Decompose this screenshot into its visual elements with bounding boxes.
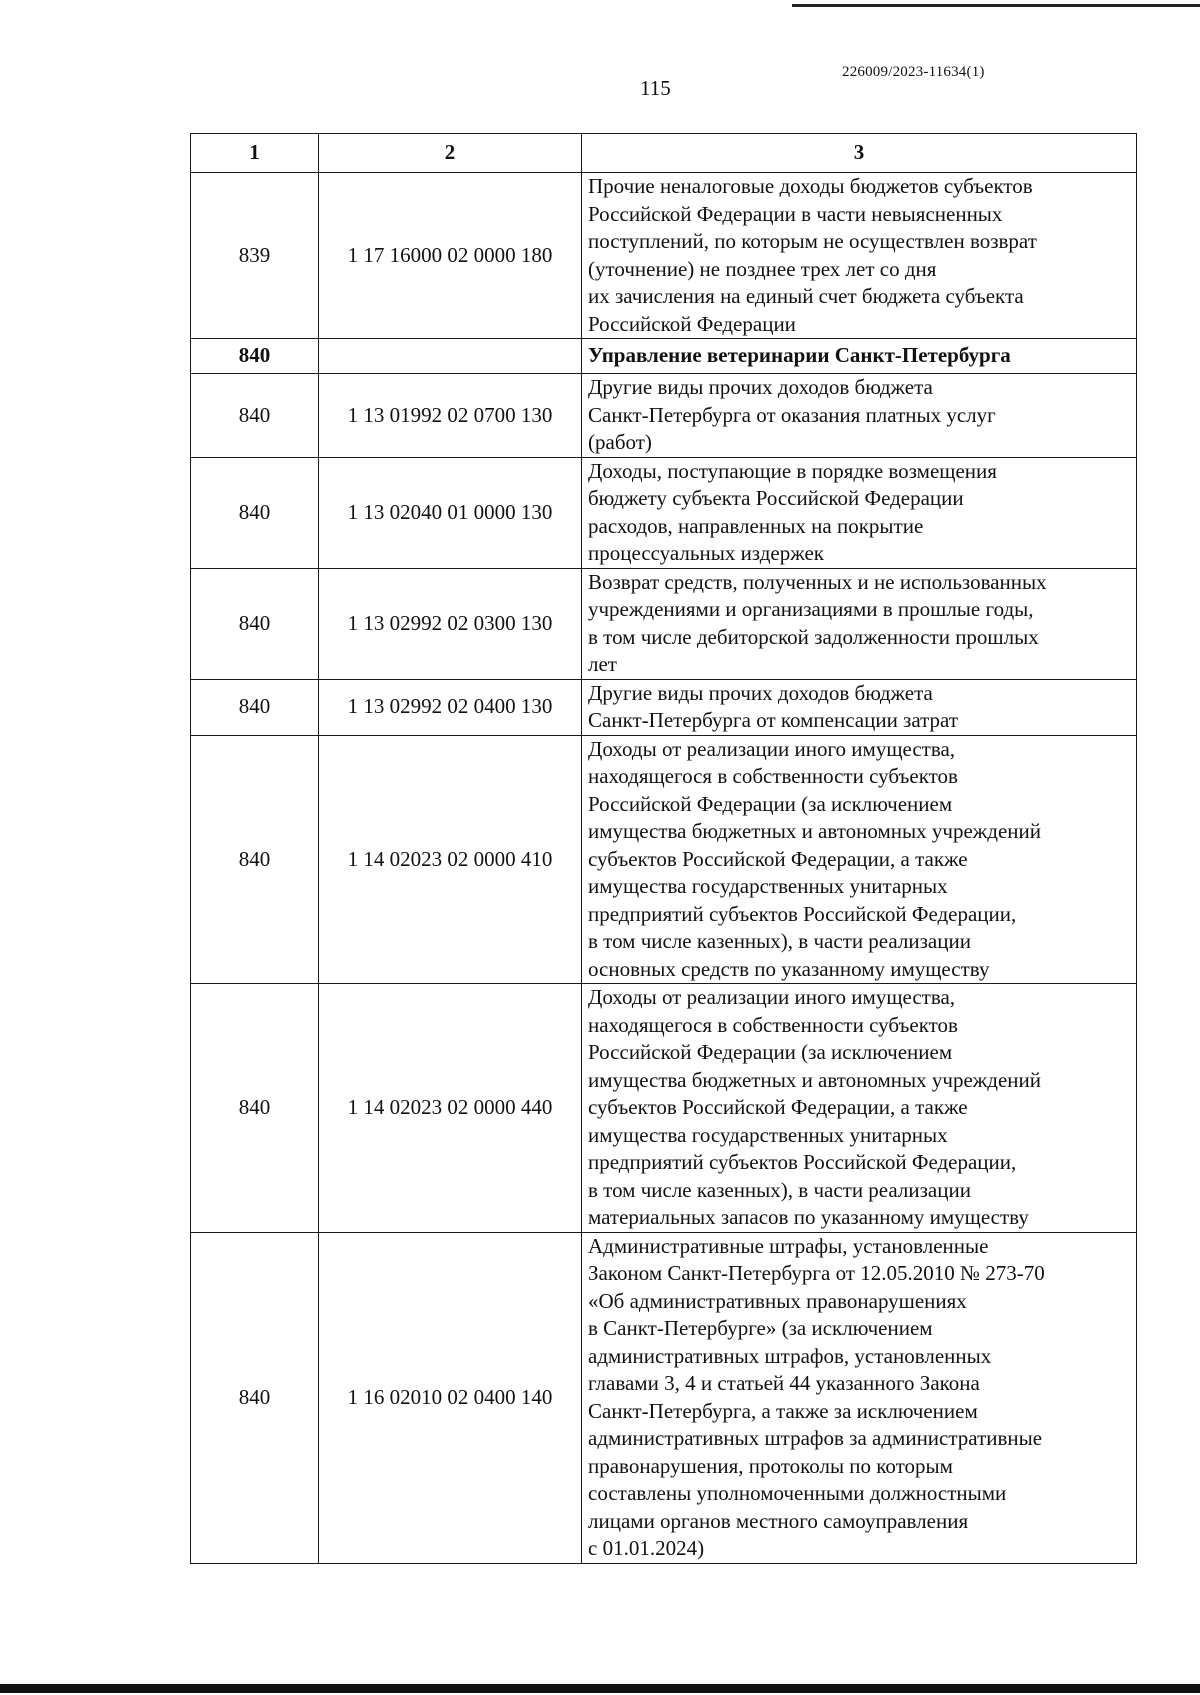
admin-code-cell: 840 <box>191 339 319 374</box>
revenue-code-cell: 1 13 01992 02 0700 130 <box>319 374 582 458</box>
table-row <box>191 374 1137 458</box>
description-cell: Другие виды прочих доходов бюджета Санкт-Петербурга от оказания платных услуг (работ) <box>582 374 1137 458</box>
table-row <box>191 568 1137 679</box>
table-row-organization <box>191 339 1137 374</box>
description-cell: Доходы, поступающие в порядке возмещения бюджету субъекта Российской Федерации расходов, направленных на покрытие процессуальных издержек <box>582 457 1137 568</box>
admin-code-cell: 840 <box>191 735 319 984</box>
revenue-code-cell: 1 13 02992 02 0400 130 <box>319 679 582 735</box>
revenue-code-cell: 1 14 02023 02 0000 410 <box>319 735 582 984</box>
revenue-codes-table <box>190 133 1137 1564</box>
organization-name-cell: Управление ветеринарии Санкт-Петербурга <box>582 339 1137 374</box>
top-scan-line <box>792 4 1200 7</box>
revenue-code-cell: 1 16 02010 02 0400 140 <box>319 1232 582 1563</box>
table-row <box>191 984 1137 1233</box>
column-header-1: 1 <box>191 134 319 173</box>
admin-code-cell: 840 <box>191 1232 319 1563</box>
revenue-code-cell: 1 13 02992 02 0300 130 <box>319 568 582 679</box>
description-cell: Доходы от реализации иного имущества, находящегося в собственности субъектов Российской Федерации (за исключением имущества бюджетных и автономных учреждений субъектов Российской Федерации, а также имущества государственных унитарных предприятий субъектов Российской Федерации, в том числе казенных), в части реализации основных средств по указанному имуществу <box>582 735 1137 984</box>
admin-code-cell: 840 <box>191 679 319 735</box>
table-row <box>191 173 1137 339</box>
admin-code-cell: 840 <box>191 457 319 568</box>
table-row <box>191 1232 1137 1563</box>
description-cell: Другие виды прочих доходов бюджета Санкт-Петербурга от компенсации затрат <box>582 679 1137 735</box>
page-number: 115 <box>640 76 671 100</box>
table-header-row <box>191 134 1137 173</box>
admin-code-cell: 840 <box>191 984 319 1233</box>
revenue-code-cell: 1 17 16000 02 0000 180 <box>319 173 582 339</box>
table-row <box>191 735 1137 984</box>
admin-code-cell: 840 <box>191 374 319 458</box>
column-header-2: 2 <box>319 134 582 173</box>
table-row <box>191 679 1137 735</box>
admin-code-cell: 839 <box>191 173 319 339</box>
column-header-3: 3 <box>582 134 1137 173</box>
revenue-code-cell <box>319 339 582 374</box>
description-cell: Доходы от реализации иного имущества, находящегося в собственности субъектов Российской Федерации (за исключением имущества бюджетных и автономных учреждений субъектов Российской Федерации, а также имущества государственных унитарных предприятий субъектов Российской Федерации, в том числе казенных), в части реализации материальных запасов по указанному имуществу <box>582 984 1137 1233</box>
description-cell: Прочие неналоговые доходы бюджетов субъектов Российской Федерации в части невыясненных поступлений, по которым не осуществлен возврат (уточнение) не позднее трех лет со дня их зачисления на единый счет бюджета субъекта Российской Федерации <box>582 173 1137 339</box>
bottom-scan-line <box>0 1684 1200 1693</box>
admin-code-cell: 840 <box>191 568 319 679</box>
revenue-code-cell: 1 13 02040 01 0000 130 <box>319 457 582 568</box>
table-row <box>191 457 1137 568</box>
document-number: 226009/2023-11634(1) <box>842 64 985 80</box>
description-cell: Административные штрафы, установленные Законом Санкт-Петербурга от 12.05.2010 № 273-70 «Об административных правонарушениях в Санкт-Петербурге» (за исключением административных штрафов, установленных главами 3, 4 и статьей 44 указанного Закона Санкт-Петербурга, а также за исключением административных штрафов за административные правонарушения, протоколы по которым составлены уполномоченными должностными лицами органов местного самоуправления с 01.01.2024) <box>582 1232 1137 1563</box>
description-cell: Возврат средств, полученных и не использованных учреждениями и организациями в прошлые годы, в том числе дебиторской задолженности прошлых лет <box>582 568 1137 679</box>
revenue-code-cell: 1 14 02023 02 0000 440 <box>319 984 582 1233</box>
